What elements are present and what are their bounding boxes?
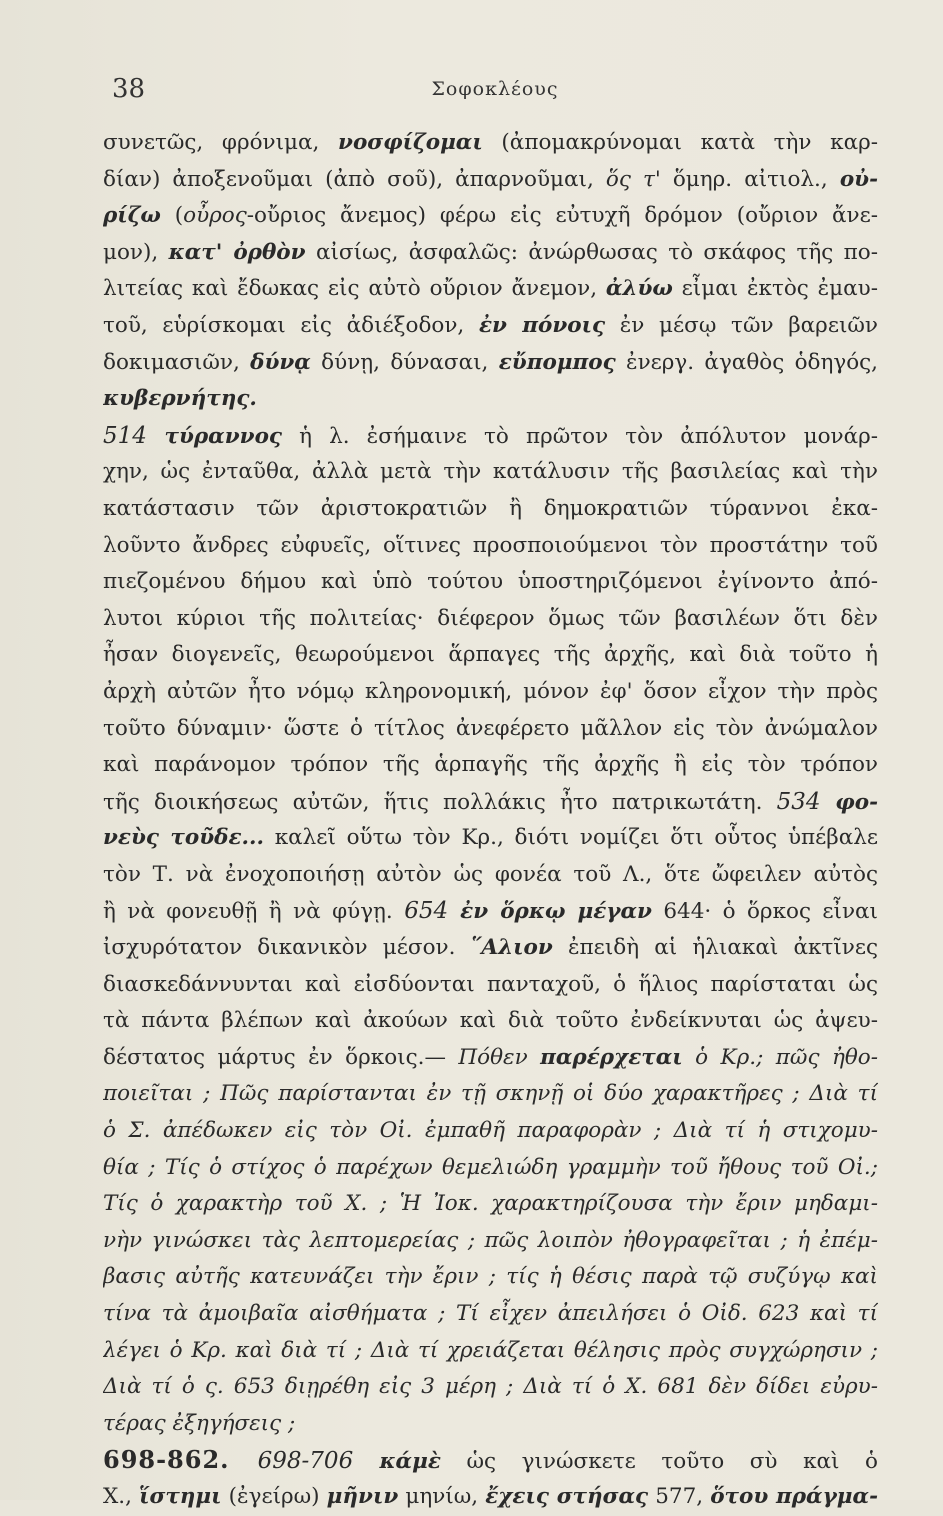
text-segment: ὡς γινώσκετε τοῦτο σὺ καὶ ὁ [440, 1449, 878, 1475]
text-line [103, 711, 878, 748]
text-line [103, 1406, 878, 1443]
text-segment: ἐν ὅρκῳ μέγαν [448, 899, 652, 925]
text-line [103, 528, 878, 565]
text-segment: καλεῖ οὕτω τὸν Κρ., διότι νομίζει ὅτι οὗτος ὑπέβαλε [263, 825, 878, 851]
text-segment: νοσφίζομαι [338, 130, 483, 155]
text-segment: 514 [103, 422, 165, 449]
text-segment: λυτοι κύριοι τῆς πολιτείας· διέφερον ὅμως τῶν βασιλέων ὅτι δὲν [103, 605, 878, 631]
text-segment: ἵστημι [139, 1483, 222, 1509]
text-line [103, 747, 878, 784]
text-segment: ἐν πόνοις [478, 312, 606, 338]
text-segment: εὔπομπος [498, 349, 616, 375]
text-line [103, 491, 878, 528]
text-segment: 644· ὁ ὅρκος εἶναι [651, 899, 878, 925]
text-segment: (ἐγείρω) [221, 1483, 327, 1509]
text-line [103, 1223, 878, 1260]
text-segment: συνετῶς, φρόνιμα, [103, 130, 339, 155]
text-segment: βασις αὐτῆς κατευνάζει τὴν ἔριν ; τίς ἡ θέσις παρὰ τῷ συζύγῳ καὶ [103, 1264, 878, 1290]
text-line [103, 345, 878, 382]
text-segment: 654 [404, 898, 449, 925]
text-segment: ἐνεργ. ἀγαθὸς ὁδηγός, [615, 349, 878, 375]
text-segment: ( [160, 203, 184, 229]
text-segment: ἔχεις στήσας [485, 1483, 649, 1509]
text-line [103, 271, 878, 308]
text-segment: τῆς διοικήσεως αὐτῶν, ἥτις πολλάκις ἦτο πατρικωτάτη. [103, 789, 777, 815]
text-line [103, 820, 878, 857]
text-segment: κυβερνήτης. [103, 386, 257, 412]
text-segment: ποιεῖται ; Πῶς παρίστανται ἐν τῇ σκηνῇ οἱ δύο χαρακτῆρες ; Διὰ τί [103, 1081, 878, 1107]
text-segment: ρίζω [103, 203, 161, 229]
text-segment: κατ' ὀρθὸν [168, 239, 306, 265]
text-line [103, 198, 878, 235]
text-line [103, 1442, 878, 1479]
text-line [103, 1369, 878, 1406]
text-segment: ὅμηρ. αἰτιολ., [660, 166, 840, 192]
text-line [103, 1333, 878, 1370]
text-segment: δέστατος μάρτυς ἐν ὅρκοις.— [103, 1044, 459, 1070]
text-line [103, 1003, 878, 1040]
text-segment: ἐπειδὴ αἱ ἡλιακαὶ ἀκτῖνες [552, 935, 878, 961]
text-segment: πιεζομένου δήμου καὶ ὑπὸ τούτου ὑποστηριζόμενοι ἐγίνοντο ἀπό- [103, 569, 878, 595]
text-segment: ὅς τ' [605, 166, 661, 192]
text-line [103, 601, 878, 638]
text-line [103, 893, 878, 930]
text-line [103, 857, 878, 894]
text-line [103, 930, 878, 967]
text-segment: μον), [103, 239, 169, 265]
text-segment: νὴν γινώσκει τὰς λεπτομερείας ; πῶς λοιπὸν ἠθογραφεῖται ; ἡ ἐπέμ- [103, 1227, 878, 1253]
text-segment: διασκεδάννυνται καὶ εἰσδύονται πανταχοῦ, ὁ ἥλιος παρίσταται ὡς [103, 971, 878, 997]
text-line [103, 308, 878, 345]
text-segment: δίαν) ἀποξενοῦμαι (ἀπὸ σοῦ), ἀπαρνοῦμαι, [103, 166, 606, 192]
text-segment: 698-862. [103, 1445, 258, 1475]
text-segment: Χ., [103, 1483, 140, 1509]
text-segment: λέγει ὁ Κρ. καὶ διὰ τί ; Διὰ τί χρειάζεται θέλησις πρὸς συγχώρησιν ; [103, 1337, 878, 1363]
text-segment: Πόθεν [458, 1044, 541, 1070]
text-line [103, 454, 878, 491]
text-segment: 577, [648, 1483, 711, 1509]
text-line [103, 1150, 878, 1187]
text-segment: νεὺς τοῦδε... [103, 825, 264, 851]
text-segment: οὖρος [183, 203, 247, 229]
text-line [103, 1076, 878, 1113]
text-segment: τὰ πάντα βλέπων καὶ ἀκούων καὶ διὰ τοῦτο ἐνδείκνυται ὡς ἀψευ- [103, 1008, 878, 1034]
text-line [103, 1186, 878, 1223]
text-segment: Τίς ὁ χαρακτὴρ τοῦ Χ. ; Ἡ Ἰοκ. χαρακτηρίζουσα τὴν ἔριν μηδαμι- [103, 1191, 878, 1217]
text-segment: κατάστασιν τῶν ἀριστοκρατιῶν ἢ δημοκρατιῶν τύραννοι ἐκα- [103, 495, 878, 521]
text-line [103, 1040, 878, 1077]
text-segment: τίνα τὰ ἀμοιβαῖα αἰσθήματα ; Τί εἶχεν ἀπειλήσει ὁ Οἰδ. 623 καὶ τί [103, 1301, 878, 1326]
text-line [103, 125, 878, 162]
text-segment: ἦσαν διογενεῖς, θεωρούμενοι ἅρπαγες τῆς ἀρχῆς, καὶ διὰ τοῦτο ἡ [103, 642, 878, 668]
text-segment: 534 [776, 788, 821, 815]
page-number: 38 [112, 74, 146, 104]
text-segment: ἀλύω [605, 276, 673, 302]
text-segment: ἢ νὰ φονευθῇ ἢ νὰ φύγῃ. [103, 899, 405, 925]
text-segment: ἐν μέσῳ τῶν βαρειῶν [605, 312, 878, 338]
text-line [103, 1296, 878, 1333]
text-segment: φο- [820, 789, 878, 815]
text-segment: χην, ὡς ἐνταῦθα, ἀλλὰ μετὰ τὴν κατάλυσιν τῆς βασιλείας καὶ τὴν [103, 459, 878, 485]
text-segment: ῞Αλιον [470, 935, 553, 961]
text-segment: δύνᾳ [250, 349, 311, 375]
text-segment: κάμὲ [353, 1449, 441, 1475]
text-segment: τέρας ἐξηγήσεις ; [103, 1410, 296, 1436]
text-segment: θία ; Τίς ὁ στίχος ὁ παρέχων θεμελιώδη γραμμὴν τοῦ ἤθους τοῦ Οἰ.; [103, 1154, 878, 1180]
text-segment: -οὔριος ἄνεμος) φέρω εἰς εὐτυχῆ δρόμον (οὔριον ἄνε- [246, 203, 878, 229]
text-segment: ὅτου πράγμα- [710, 1483, 878, 1509]
text-line [103, 637, 878, 674]
text-segment: δύνῃ, δύνασαι, [310, 349, 499, 375]
text-segment: ἡ λ. ἐσήμαινε τὸ πρῶτον τὸν ἀπόλυτον μονάρ- [282, 423, 878, 449]
text-line [103, 1479, 878, 1516]
text-segment: ὁ Κρ.; πῶς ἠθο- [682, 1044, 878, 1070]
text-segment: ἰσχυρότατον δικανικὸν μέσον. [103, 935, 471, 961]
text-line [103, 674, 878, 711]
text-segment: καὶ παράνομον τρόπον τῆς ἁρπαγῆς τῆς ἀρχῆς ἢ εἰς τὸν τρόπον [103, 752, 878, 778]
text-line [103, 784, 878, 821]
text-line [103, 967, 878, 1004]
text-line [103, 381, 878, 418]
text-line [103, 564, 878, 601]
text-segment: τοῦ, εὑρίσκομαι εἰς ἀδιέξοδον, [103, 312, 479, 338]
text-segment: (ἀπομακρύνομαι κατὰ τὴν καρ- [482, 130, 878, 155]
text-line [103, 162, 878, 199]
text-segment: τοῦτο δύναμιν· ὥστε ὁ τίτλος ἀνεφέρετο μᾶλλον εἰς τὸν ἀνώμαλον [103, 715, 878, 741]
text-segment: οὐ- [839, 166, 878, 192]
text-line [103, 1259, 878, 1296]
running-title: Σοφοκλέους [431, 78, 559, 100]
text-line [103, 1113, 878, 1150]
text-segment: ὁ Σ. ἀπέδωκεν εἰς τὸν Οἰ. ἐμπαθῆ παραφορὰν ; Διὰ τί ἡ στιχομυ- [103, 1118, 878, 1144]
text-segment: λοῦντο ἄνδρες εὐφυεῖς, οἵτινες προσποιούμενοι τὸν προστάτην τοῦ [103, 532, 878, 558]
commentary-text [103, 125, 878, 1516]
text-segment: μῆνιν [326, 1483, 399, 1509]
text-segment: παρέρχεται [540, 1044, 683, 1070]
text-segment: ἀρχὴ αὐτῶν ἦτο νόμῳ κληρονομική, μόνον ἐφ' ὅσον εἶχον τὴν πρὸς [103, 678, 878, 704]
text-segment: δοκιμασιῶν, [103, 349, 251, 375]
text-line [103, 235, 878, 272]
text-line [103, 418, 878, 455]
text-segment: 698-706 [257, 1448, 354, 1475]
text-segment: λιτείας καὶ ἔδωκας εἰς αὐτὸ οὔριον ἄνεμον, [103, 276, 606, 302]
text-segment: αἰσίως, ἀσφαλῶς: ἀνώρθωσας τὸ σκάφος τῆς πο- [305, 239, 878, 265]
text-segment: Διὰ τί ὁ ς. 653 διῃρέθη εἰς 3 μέρη ; Διὰ τί ὁ Χ. 681 δὲν δίδει εὐρυ- [103, 1374, 878, 1400]
text-segment: εἶμαι ἐκτὸς ἐμαυ- [672, 276, 878, 302]
page-header [112, 74, 878, 114]
text-segment: μηνίω, [398, 1483, 486, 1509]
text-segment: τύραννος [164, 423, 282, 449]
text-segment: τὸν Τ. νὰ ἐνοχοποιήσῃ αὐτὸν ὡς φονέα τοῦ Λ., ὅτε ὤφειλεν αὐτὸς [103, 861, 878, 887]
